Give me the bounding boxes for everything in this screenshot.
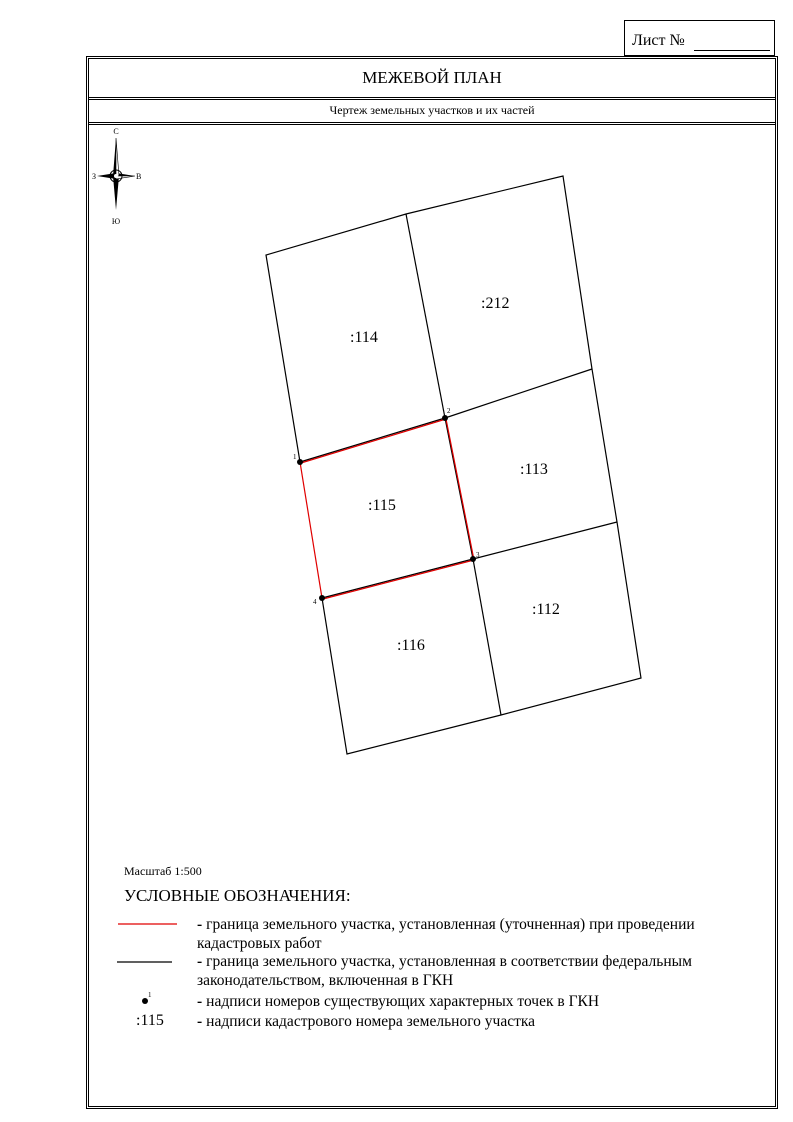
compass-west: З (91, 172, 97, 181)
legend-item-refined: - граница земельного участка, установленная (уточненная) при проведении кадастровых работ (197, 916, 695, 952)
point-label-4: 4 (313, 598, 317, 606)
point-label-3: 3 (476, 551, 480, 559)
legend-point-symbol (138, 991, 158, 1007)
legend-item-points: - надписи номеров существующих характерных точек в ГКН (197, 993, 600, 1010)
legend-parcel-number-symbol: :115 (136, 1012, 164, 1029)
refined-boundary-3-4 (323, 560, 474, 599)
boundary-115-116-black (322, 559, 473, 598)
compass-rose-icon (92, 127, 141, 226)
refined-boundary-4-1 (300, 462, 322, 598)
legend-item-cadastral: - надписи кадастрового номера земельного участка (197, 1013, 536, 1030)
compass-north: С (113, 127, 119, 136)
refined-boundary-2-3 (446, 419, 474, 560)
boundary-113-112 (473, 522, 617, 559)
legend-item-cadastral-text: надписи кадастрового номера земельного участка (206, 1013, 536, 1030)
boundary-116-112 (473, 559, 501, 715)
parcel-label-212: :212 (481, 295, 510, 312)
legend-line-symbols (115, 918, 181, 978)
boundary-212-113 (445, 369, 592, 418)
compass-east: В (136, 172, 142, 181)
point-marker-4 (319, 595, 325, 601)
legend-item-gkn: - граница земельного участка, установленная в соответствии федеральным законодательством, включенная в ГКН (197, 953, 692, 989)
parcel-label-115: :115 (368, 497, 396, 514)
point-label-1: 1 (293, 453, 297, 461)
outer-boundary (266, 176, 641, 754)
legend-item-gkn-text: граница земельного участка, установленная в соответствии федеральным законодательством, включенная в ГКН (197, 953, 692, 989)
parcel-label-112: :112 (532, 601, 560, 618)
sheet-number-label: Лист № (632, 32, 685, 49)
parcel-label-113: :113 (520, 461, 548, 478)
point-label-2: 2 (447, 407, 451, 415)
scale-label: Масштаб 1:500 (124, 864, 202, 878)
point-marker-1 (297, 459, 303, 465)
parcel-label-114: :114 (350, 329, 378, 346)
parcel-label-116: :116 (397, 637, 425, 654)
page-title: МЕЖЕВОЙ ПЛАН (362, 68, 502, 87)
legend-point-label: 1 (148, 991, 152, 999)
legend-item-points-text: надписи номеров существующих характерных точек в ГКН (206, 993, 600, 1010)
refined-boundary-1-2 (301, 419, 446, 463)
point-marker-2 (442, 415, 448, 421)
legend-item-refined-text: граница земельного участка, установленная (уточненная) при проведении кадастровых работ (197, 916, 695, 952)
boundary-114-115-black (300, 418, 445, 462)
boundary-114-212 (406, 214, 445, 418)
page-subtitle: Чертеж земельных участков и их частей (329, 103, 535, 117)
compass-south: Ю (111, 217, 121, 226)
boundary-115-113-black (445, 418, 473, 559)
legend-title: УСЛОВНЫЕ ОБОЗНАЧЕНИЯ: (124, 886, 351, 905)
